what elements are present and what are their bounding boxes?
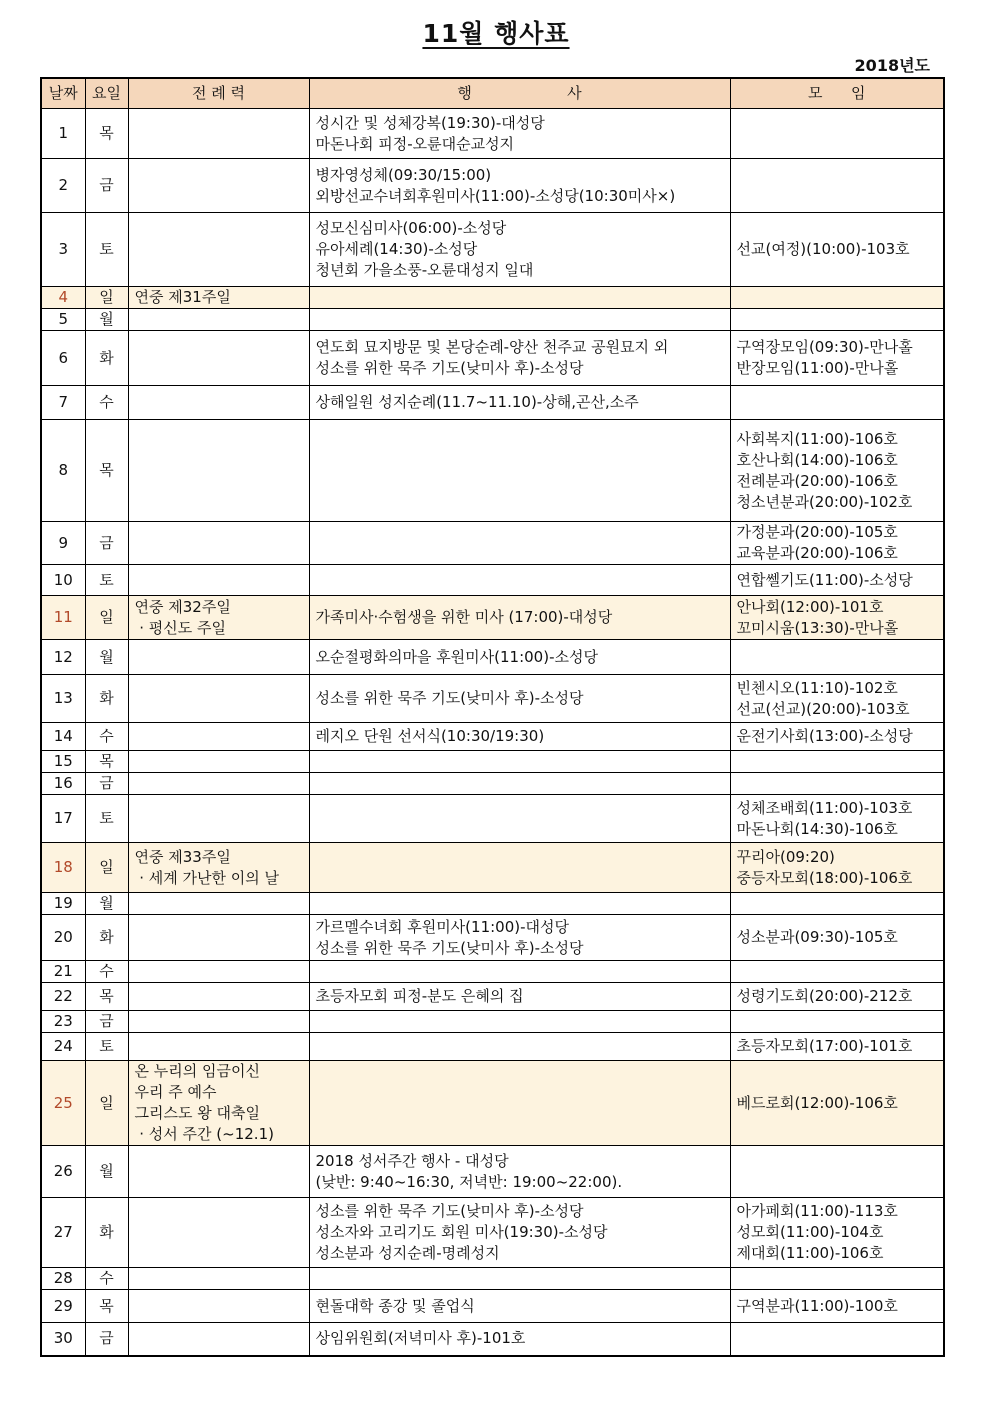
meeting-line: 선교(여정)(10:00)-103호 (736, 240, 910, 258)
day-of-week-cell: 수 (85, 961, 128, 983)
header-events: 행 사 (309, 78, 730, 109)
events-cell (309, 596, 730, 640)
meeting-line: 성체조배회(11:00)-103호 (736, 798, 913, 817)
meetings-cell (730, 596, 944, 640)
meeting-line: 성령기도회(20:00)-212호 (736, 987, 913, 1005)
events-cell (309, 723, 730, 751)
liturgy-cell (128, 1061, 309, 1146)
date-cell: 16 (41, 773, 85, 795)
meeting-line: 교육분과(20:00)-106호 (736, 544, 898, 562)
table-row (41, 843, 944, 893)
event-line: 오순절평화의마을 후원미사(11:00)-소성당 (315, 647, 598, 666)
meeting-line: 꾸리아(09:20) (736, 847, 835, 866)
events-cell (309, 1323, 730, 1356)
liturgy-cell (128, 522, 309, 565)
day-of-week-cell: 토 (85, 213, 128, 287)
event-line: 마돈나회 피정-오륜대순교성지 (315, 134, 515, 153)
events-cell (309, 961, 730, 983)
page-title: 11월 행사표 (422, 19, 570, 48)
event-line: 2018 성서주간 행사 - 대성당 (315, 1151, 509, 1170)
events-cell (309, 420, 730, 522)
date-cell: 7 (41, 386, 85, 420)
table-row (41, 420, 944, 522)
event-line: 상임위원회(저녁미사 후)-101호 (315, 1329, 526, 1348)
events-cell (309, 983, 730, 1011)
date-cell: 18 (41, 843, 85, 893)
events-cell (309, 773, 730, 795)
meetings-cell (730, 640, 944, 675)
liturgy-line: · 세계 가난한 이의 날 (134, 868, 280, 887)
meeting-line: 연합쎌기도(11:00)-소성당 (736, 570, 913, 589)
meeting-line: 꼬미시움(13:30)-만나홀 (736, 618, 899, 637)
meeting-line: 선교(선교)(20:00)-103호 (736, 699, 910, 718)
page-title-wrap (0, 14, 992, 50)
event-line: 성소를 위한 묵주 기도(낮미사 후)-소성당 (315, 938, 584, 957)
liturgy-cell (128, 287, 309, 309)
events-cell (309, 159, 730, 213)
events-cell (309, 331, 730, 386)
table-row (41, 915, 944, 961)
day-of-week-cell: 화 (85, 675, 128, 723)
date-cell: 21 (41, 961, 85, 983)
events-cell (309, 1061, 730, 1146)
day-of-week-cell: 목 (85, 420, 128, 522)
day-of-week-cell: 목 (85, 1290, 128, 1323)
meeting-line: 빈첸시오(11:10)-102호 (736, 678, 898, 697)
meeting-line: 마돈나회(14:30)-106호 (736, 819, 898, 838)
table-row (41, 386, 944, 420)
event-line: 가족미사·수험생을 위한 미사 (17:00)-대성당 (315, 608, 613, 626)
liturgy-cell (128, 915, 309, 961)
liturgy-cell (128, 213, 309, 287)
table-row (41, 1198, 944, 1268)
table-row (41, 751, 944, 773)
meeting-line: 안나회(12:00)-101호 (736, 597, 884, 616)
table-row (41, 213, 944, 287)
event-line: 성시간 및 성체강복(19:30)-대성당 (315, 113, 545, 132)
liturgy-line: 우리 주 예수 (134, 1083, 217, 1101)
meetings-cell (730, 386, 944, 420)
table-row (41, 596, 944, 640)
meeting-line: 중등자모회(18:00)-106호 (736, 868, 913, 887)
day-of-week-cell: 화 (85, 1198, 128, 1268)
year-label: 2018년도 (854, 56, 930, 75)
day-of-week-cell: 금 (85, 522, 128, 565)
schedule-body (41, 109, 944, 1356)
date-cell: 13 (41, 675, 85, 723)
meeting-line: 성모회(11:00)-104호 (736, 1223, 884, 1241)
header-meetings: 모 임 (730, 78, 944, 109)
date-cell: 12 (41, 640, 85, 675)
table-row (41, 309, 944, 331)
date-cell: 1 (41, 109, 85, 159)
date-cell: 24 (41, 1033, 85, 1061)
date-cell: 3 (41, 213, 85, 287)
events-cell (309, 309, 730, 331)
meetings-cell (730, 893, 944, 915)
date-cell: 17 (41, 795, 85, 843)
date-cell: 20 (41, 915, 85, 961)
events-cell (309, 751, 730, 773)
date-cell: 10 (41, 565, 85, 596)
liturgy-cell (128, 309, 309, 331)
meetings-cell (730, 159, 944, 213)
liturgy-line: 연중 제32주일 (134, 597, 231, 616)
day-of-week-cell: 일 (85, 287, 128, 309)
event-line: 성소를 위한 묵주 기도(낮미사 후)-소성당 (315, 1202, 584, 1220)
events-cell (309, 522, 730, 565)
liturgy-cell (128, 640, 309, 675)
events-cell (309, 640, 730, 675)
meeting-line: 운전기사회(13:00)-소성당 (736, 727, 913, 745)
meetings-cell (730, 287, 944, 309)
day-of-week-cell: 월 (85, 1146, 128, 1198)
day-of-week-cell: 일 (85, 596, 128, 640)
meeting-line: 사회복지(11:00)-106호 (736, 429, 898, 448)
day-of-week-cell: 수 (85, 1268, 128, 1290)
liturgy-cell (128, 893, 309, 915)
table-row (41, 159, 944, 213)
meetings-cell (730, 843, 944, 893)
liturgy-cell (128, 1323, 309, 1356)
events-cell (309, 915, 730, 961)
header-row (41, 78, 944, 109)
table-row (41, 1061, 944, 1146)
event-line: 유아세례(14:30)-소성당 (315, 240, 478, 258)
header-liturgy: 전 례 력 (128, 78, 309, 109)
day-of-week-cell: 화 (85, 331, 128, 386)
schedule-header (41, 78, 944, 109)
liturgy-cell (128, 751, 309, 773)
table-row (41, 565, 944, 596)
events-cell (309, 109, 730, 159)
meetings-cell (730, 1033, 944, 1061)
day-of-week-cell: 화 (85, 915, 128, 961)
date-cell: 15 (41, 751, 85, 773)
events-cell (309, 287, 730, 309)
meetings-cell (730, 1146, 944, 1198)
day-of-week-cell: 금 (85, 1323, 128, 1356)
date-cell: 23 (41, 1011, 85, 1033)
event-line: 성소를 위한 묵주 기도(낮미사 후)-소성당 (315, 359, 584, 377)
event-line: 청년회 가을소풍-오륜대성지 일대 (315, 261, 534, 279)
event-line: 상해일원 성지순례(11.7~11.10)-상해,곤산,소주 (315, 393, 639, 411)
event-line: 병자영성체(09:30/15:00) (315, 165, 492, 184)
liturgy-cell (128, 596, 309, 640)
day-of-week-cell: 월 (85, 309, 128, 331)
table-row (41, 961, 944, 983)
liturgy-cell (128, 1290, 309, 1323)
table-row (41, 723, 944, 751)
meeting-line: 베드로회(12:00)-106호 (736, 1093, 898, 1112)
date-cell: 5 (41, 309, 85, 331)
liturgy-cell (128, 1268, 309, 1290)
liturgy-cell (128, 159, 309, 213)
day-of-week-cell: 일 (85, 843, 128, 893)
meetings-cell (730, 675, 944, 723)
event-line: 가르멜수녀회 후원미사(11:00)-대성당 (315, 917, 569, 936)
meeting-line: 구역장모임(09:30)-만나홀 (736, 338, 913, 356)
liturgy-cell (128, 331, 309, 386)
table-row (41, 773, 944, 795)
meetings-cell (730, 915, 944, 961)
meetings-cell (730, 565, 944, 596)
event-line: 성모신심미사(06:00)-소성당 (315, 219, 507, 237)
meetings-cell (730, 1198, 944, 1268)
table-row (41, 640, 944, 675)
table-row (41, 1290, 944, 1323)
date-cell: 4 (41, 287, 85, 309)
meetings-cell (730, 983, 944, 1011)
events-cell (309, 1198, 730, 1268)
liturgy-cell (128, 723, 309, 751)
event-line: 성소자와 고리기도 회원 미사(19:30)-소성당 (315, 1223, 608, 1241)
events-cell (309, 386, 730, 420)
date-cell: 14 (41, 723, 85, 751)
meeting-line: 전례분과(20:00)-106호 (736, 471, 898, 490)
table-row (41, 893, 944, 915)
day-of-week-cell: 일 (85, 1061, 128, 1146)
liturgy-cell (128, 843, 309, 893)
meeting-line: 청소년분과(20:00)-102호 (736, 492, 913, 511)
liturgy-cell (128, 109, 309, 159)
day-of-week-cell: 금 (85, 773, 128, 795)
meetings-cell (730, 1011, 944, 1033)
liturgy-cell (128, 1146, 309, 1198)
day-of-week-cell: 목 (85, 983, 128, 1011)
meetings-cell (730, 773, 944, 795)
liturgy-line: 그리스도 왕 대축일 (134, 1104, 260, 1122)
liturgy-line: · 평신도 주일 (134, 618, 227, 637)
table-row (41, 287, 944, 309)
meeting-line: 호산나회(14:00)-106호 (736, 450, 898, 469)
meeting-line: 가정분과(20:00)-105호 (736, 523, 898, 541)
day-of-week-cell: 수 (85, 723, 128, 751)
events-cell (309, 1146, 730, 1198)
liturgy-cell (128, 1033, 309, 1061)
events-cell (309, 795, 730, 843)
liturgy-cell (128, 773, 309, 795)
events-cell (309, 565, 730, 596)
schedule-table (40, 77, 945, 1357)
liturgy-line: 연중 제31주일 (134, 288, 231, 306)
liturgy-cell (128, 675, 309, 723)
liturgy-line: · 성서 주간 (~12.1) (134, 1125, 274, 1143)
day-of-week-cell: 금 (85, 159, 128, 213)
meetings-cell (730, 961, 944, 983)
liturgy-cell (128, 1198, 309, 1268)
date-cell: 19 (41, 893, 85, 915)
event-line: 외방선교수녀회후원미사(11:00)-소성당(10:30미사×) (315, 186, 676, 205)
meetings-cell (730, 1061, 944, 1146)
table-row (41, 1011, 944, 1033)
date-cell: 22 (41, 983, 85, 1011)
table-row (41, 983, 944, 1011)
date-cell: 8 (41, 420, 85, 522)
day-of-week-cell: 금 (85, 1011, 128, 1033)
meetings-cell (730, 751, 944, 773)
date-cell: 2 (41, 159, 85, 213)
day-of-week-cell: 토 (85, 565, 128, 596)
header-date: 날짜 (41, 78, 85, 109)
day-of-week-cell: 토 (85, 1033, 128, 1061)
event-line: (낮반: 9:40~16:30, 저녁반: 19:00~22:00). (315, 1172, 623, 1191)
meeting-line: 성소분과(09:30)-105호 (736, 928, 898, 946)
liturgy-cell (128, 1011, 309, 1033)
meetings-cell (730, 420, 944, 522)
liturgy-cell (128, 961, 309, 983)
table-row (41, 109, 944, 159)
events-cell (309, 1268, 730, 1290)
liturgy-cell (128, 420, 309, 522)
meetings-cell (730, 1290, 944, 1323)
liturgy-line: 온 누리의 임금이신 (134, 1062, 260, 1080)
event-line: 레지오 단원 선서식(10:30/19:30) (315, 727, 545, 745)
meetings-cell (730, 795, 944, 843)
events-cell (309, 893, 730, 915)
day-of-week-cell: 토 (85, 795, 128, 843)
table-row (41, 1323, 944, 1356)
events-cell (309, 1011, 730, 1033)
meetings-cell (730, 109, 944, 159)
date-cell: 26 (41, 1146, 85, 1198)
liturgy-cell (128, 386, 309, 420)
meetings-cell (730, 309, 944, 331)
meetings-cell (730, 331, 944, 386)
events-cell (309, 675, 730, 723)
meeting-line: 제대회(11:00)-106호 (736, 1244, 884, 1262)
day-of-week-cell: 월 (85, 893, 128, 915)
day-of-week-cell: 수 (85, 386, 128, 420)
event-line: 초등자모회 피정-분도 은혜의 집 (315, 987, 524, 1005)
date-cell: 30 (41, 1323, 85, 1356)
event-line: 성소를 위한 묵주 기도(낮미사 후)-소성당 (315, 689, 584, 707)
date-cell: 25 (41, 1061, 85, 1146)
meeting-line: 반장모임(11:00)-만나홀 (736, 359, 899, 377)
date-cell: 6 (41, 331, 85, 386)
date-cell: 9 (41, 522, 85, 565)
date-cell: 11 (41, 596, 85, 640)
meeting-line: 아가페회(11:00)-113호 (736, 1202, 898, 1220)
meetings-cell (730, 1323, 944, 1356)
events-cell (309, 1290, 730, 1323)
liturgy-cell (128, 565, 309, 596)
meeting-line: 구역분과(11:00)-100호 (736, 1296, 898, 1315)
table-row (41, 1146, 944, 1198)
date-cell: 27 (41, 1198, 85, 1268)
event-line: 연도회 묘지방문 및 본당순례-양산 천주교 공원묘지 외 (315, 338, 669, 356)
header-dow: 요일 (85, 78, 128, 109)
table-row (41, 331, 944, 386)
meetings-cell (730, 1268, 944, 1290)
table-row (41, 1268, 944, 1290)
event-line: 성소분과 성지순례-명례성지 (315, 1244, 500, 1262)
meetings-cell (730, 522, 944, 565)
events-cell (309, 1033, 730, 1061)
liturgy-cell (128, 795, 309, 843)
events-cell (309, 843, 730, 893)
liturgy-cell (128, 983, 309, 1011)
table-row (41, 675, 944, 723)
liturgy-line: 연중 제33주일 (134, 847, 231, 866)
meetings-cell (730, 213, 944, 287)
table-row (41, 522, 944, 565)
date-cell: 28 (41, 1268, 85, 1290)
meeting-line: 초등자모회(17:00)-101호 (736, 1037, 913, 1055)
event-line: 현돌대학 종강 및 졸업식 (315, 1296, 475, 1315)
meetings-cell (730, 723, 944, 751)
events-cell (309, 213, 730, 287)
date-cell: 29 (41, 1290, 85, 1323)
day-of-week-cell: 목 (85, 109, 128, 159)
table-row (41, 795, 944, 843)
table-row (41, 1033, 944, 1061)
day-of-week-cell: 월 (85, 640, 128, 675)
day-of-week-cell: 목 (85, 751, 128, 773)
